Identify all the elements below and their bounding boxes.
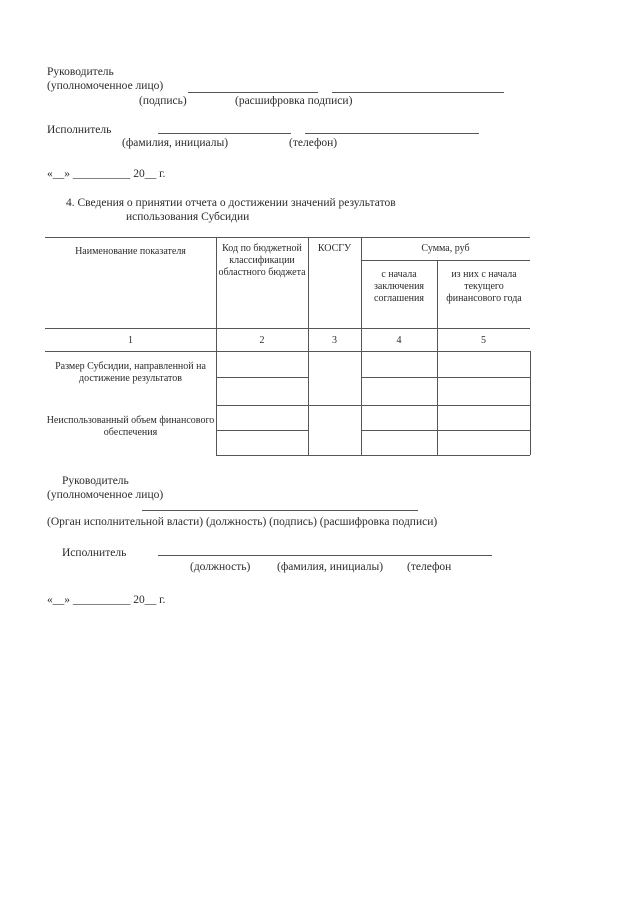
th-num-1: 1 [128, 335, 133, 346]
date-line [47, 168, 165, 181]
th-sum-start: с начала заключения соглашения [373, 269, 425, 304]
bottom-signature-line [142, 510, 418, 511]
th-sum-year: из них с начала текущего финансового года [446, 269, 522, 304]
section-title-line2: использования Субсидии [126, 211, 250, 223]
bottom-performer-line [158, 555, 492, 556]
bottom-caption-position: (должность) [190, 561, 251, 573]
signature-decoding-line [332, 92, 504, 93]
caption-signature: (подпись) [139, 95, 187, 107]
th-sum: Сумма, руб [421, 243, 470, 254]
th-kosgu: КОСГУ [317, 243, 352, 254]
th-num-5: 5 [481, 335, 486, 346]
th-num-4: 4 [396, 335, 402, 346]
bottom-caption-phone: (телефон [407, 561, 452, 573]
bottom-caption-name: (фамилия, инициалы) [277, 561, 384, 573]
performer-name-line [158, 133, 291, 134]
row-subsidy-label: Размер Субсидии, направленной на достижение результатов [55, 361, 206, 384]
section-title-line1: 4. Сведения о принятии отчета о достижении значений результатов [66, 197, 396, 209]
bottom-date-line [47, 594, 165, 607]
date-open: «__» [47, 168, 70, 180]
bottom-head-label: Руководитель [62, 475, 129, 487]
caption-phone: (телефон) [289, 137, 338, 149]
head-label: Руководитель [47, 66, 114, 78]
head-label-2: (уполномоченное лицо) [47, 80, 164, 92]
th-name: Наименование показателя [75, 246, 186, 257]
th-num-3: 3 [332, 335, 337, 346]
bottom-performer-label: Исполнитель [62, 547, 127, 559]
bottom-head-label-2: (уполномоченное лицо) [47, 489, 164, 501]
caption-decoding: (расшифровка подписи) [235, 95, 353, 107]
performer-label: Исполнитель [47, 124, 112, 136]
bottom-date-year: 20__ г. [133, 594, 166, 606]
th-num-2: 2 [259, 335, 265, 346]
date-year: 20__ г. [133, 168, 166, 180]
performer-phone-line [305, 133, 479, 134]
date-underscore: __________ [72, 168, 131, 180]
bottom-date-underscore: __________ [72, 594, 131, 606]
bottom-captions: (Орган исполнительной власти) (должность) (подпись) (расшифровка подписи) [47, 516, 438, 528]
bottom-date-open: «__» [47, 594, 70, 606]
th-code: Код по бюджетной классификации областного бюджета [218, 243, 306, 278]
row-unused-label: Неиспользованный объем финансового обеспечения [46, 415, 215, 438]
caption-name: (фамилия, инициалы) [122, 137, 229, 149]
signature-line [188, 92, 318, 93]
